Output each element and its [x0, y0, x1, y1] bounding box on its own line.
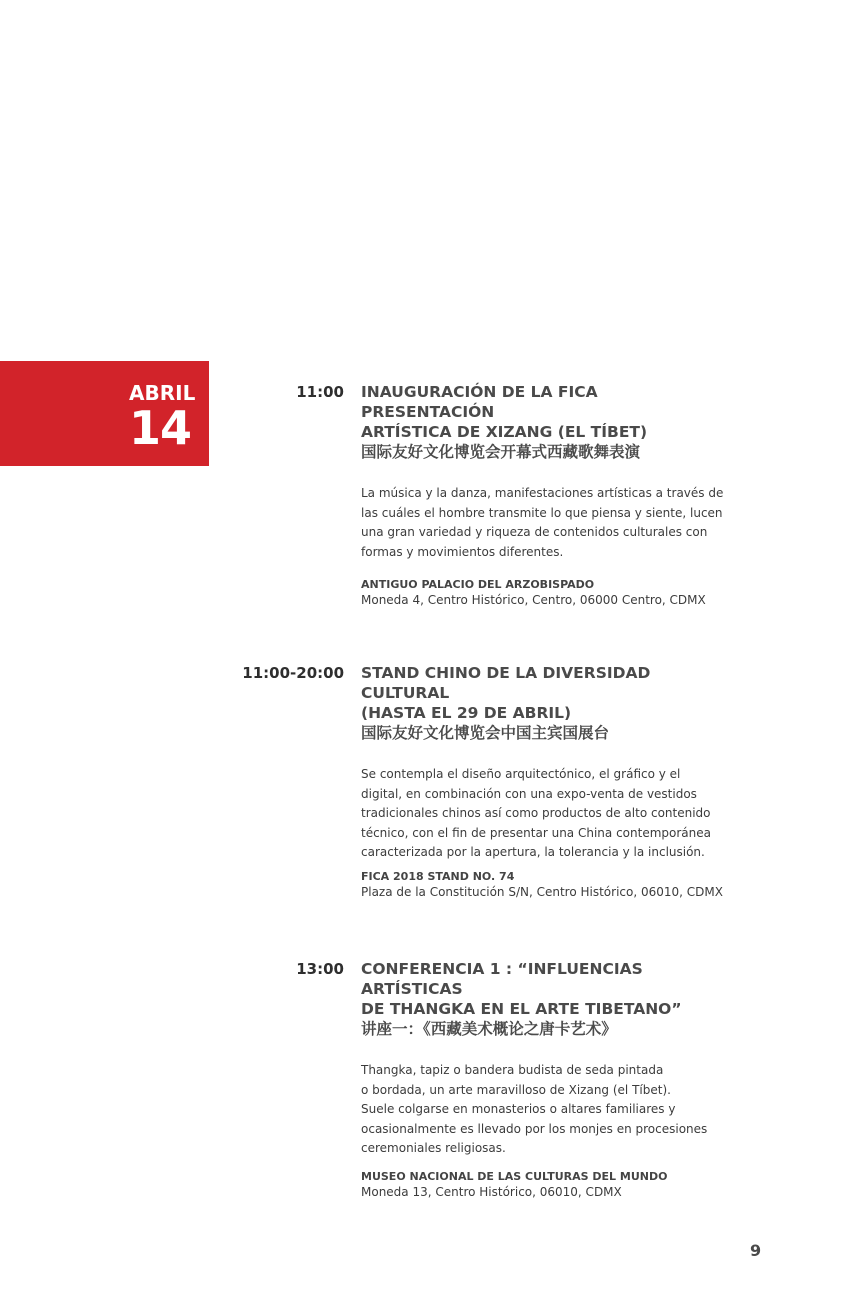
event-time: 11:00: [296, 383, 344, 401]
event-title-line: CONFERENCIA 1 : “INFLUENCIAS ARTÍSTICAS: [361, 960, 643, 998]
event-description-line: Se contempla el diseño arquitectónico, el gráfico y el: [361, 767, 681, 781]
event-description-line: ceremoniales religiosas.: [361, 1141, 506, 1155]
event-description-line: Thangka, tapiz o bandera budista de seda pintada: [361, 1063, 664, 1077]
event-description-line: técnico, con el fin de presentar una China contemporánea: [361, 825, 711, 840]
event-description-line: o bordada, un arte maravilloso de Xizang (el Tíbet).: [361, 1082, 671, 1097]
date-month: ABRIL: [129, 381, 196, 405]
event-body: [361, 382, 731, 608]
date-day: 14: [129, 401, 192, 455]
event-time: 11:00-20:00: [242, 664, 344, 682]
event-title-line: STAND CHINO DE LA DIVERSIDAD CULTURAL: [361, 664, 651, 702]
event-body: [361, 959, 731, 1200]
event-description-line: formas y movimientos diferentes.: [361, 544, 564, 559]
event-body: [361, 663, 731, 900]
venue-address: Plaza de la Constitución S/N, Centro Histórico, 06010, CDMX: [361, 884, 723, 899]
event-description-line: tradicionales chinos así como productos de alto contenido: [361, 806, 711, 820]
venue-name: ANTIGUO PALACIO DEL ARZOBISPADO: [361, 578, 595, 591]
event-description-line: ocasionalmente es llevado por los monjes en procesiones: [361, 1121, 708, 1136]
event-title-chinese: 国际友好文化博览会开幕式西藏歌舞表演: [361, 443, 641, 461]
event-description-line: caracterizada por la apertura, la tolerancia y la inclusión.: [361, 845, 705, 859]
page-number: 9: [750, 1241, 762, 1260]
event-title-line: DE THANGKA EN EL ARTE TIBETANO”: [361, 1000, 682, 1018]
date-badge: [0, 361, 209, 466]
event-title-line: (HASTA EL 29 DE ABRIL): [361, 704, 572, 722]
event-description-line: Suele colgarse en monasterios o altares familiares y: [361, 1102, 676, 1116]
venue-name: MUSEO NACIONAL DE LAS CULTURAS DEL MUNDO: [361, 1169, 668, 1183]
event-description-line: digital, en combinación con una expo-venta de vestidos: [361, 786, 697, 801]
event-description-line: las cuáles el hombre transmite lo que piensa y siente, lucen: [361, 505, 723, 520]
event-title-line: INAUGURACIÓN DE LA FICA PRESENTACIÓN: [361, 383, 598, 421]
event-description-line: una gran variedad y riqueza de contenidos culturales con: [361, 525, 708, 539]
event-title-chinese: 讲座一：《西藏美术概论之唐卡艺术》: [361, 1020, 617, 1038]
event-title-chinese: 国际友好文化博览会中国主宾国展台: [361, 724, 610, 742]
event-title-line: ARTÍSTICA DE XIZANG (EL TÍBET): [361, 423, 648, 441]
venue-address: Moneda 13, Centro Histórico, 06010, CDMX: [361, 1184, 622, 1199]
event-time: 13:00: [296, 960, 344, 978]
event-description-line: La música y la danza, manifestaciones artísticas a través de: [361, 486, 724, 500]
venue-name: FICA 2018 STAND NO. 74: [361, 869, 515, 883]
venue-address: Moneda 4, Centro Histórico, Centro, 06000 Centro, CDMX: [361, 593, 706, 607]
